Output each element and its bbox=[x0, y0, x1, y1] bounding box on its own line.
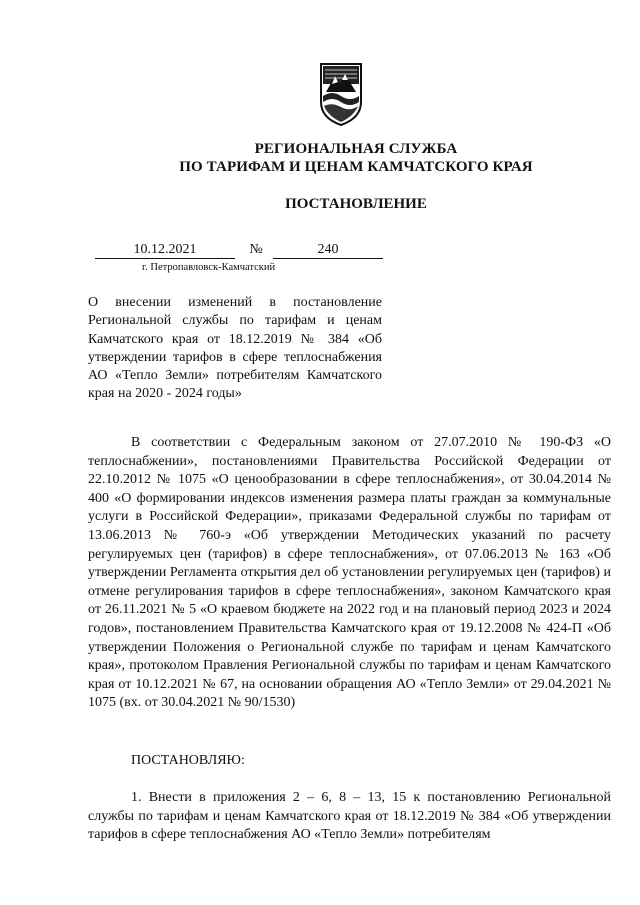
organization-name-line1: РЕГИОНАЛЬНАЯ СЛУЖБА bbox=[254, 141, 458, 157]
city-label: г. Петропавловск-Камчатский bbox=[142, 262, 276, 273]
number-sign: № bbox=[249, 242, 263, 257]
coat-of-arms-icon bbox=[318, 62, 364, 126]
document-type-title: ПОСТАНОВЛЕНИЕ bbox=[285, 196, 427, 212]
organization-name-line2: ПО ТАРИФАМ И ЦЕНАМ КАМЧАТСКОГО КРАЯ bbox=[179, 159, 533, 175]
document-subject: О внесении изменений в постановление Региональной службы по тарифам и ценам Камчатского края от 18.12.2019 № 384 «Об утверждении тарифов в сфере теплоснабжения АО «Тепло Земли» потребителям Камчатского края на 2020 - 2024 годы» bbox=[88, 295, 382, 402]
document-date: 10.12.2021 bbox=[95, 241, 235, 259]
decree-word: ПОСТАНОВЛЯЮ: bbox=[131, 753, 245, 768]
document-number: 240 bbox=[273, 241, 383, 259]
item-1-paragraph: 1. Внести в приложения 2 – 6, 8 – 13, 15 к постановлению Региональной службы по тарифам и ценам Камчатского края от 18.12.2019 № 384 «Об утверждении тарифов в сфере теплоснабжения АО «Тепло Земли» потребителям bbox=[88, 790, 611, 843]
preamble-paragraph: В соответствии с Федеральным законом от 27.07.2010 № 190-ФЗ «О теплоснабжении», постановлениями Правительства Российской Федерации от 22.10.2012 № 1075 «О ценообразовании в сфере теплоснабжения», от 30.04.2014 № 400 «О формировании индексов изменения размера платы граждан за коммунальные услуги в Российской Федерации», приказами Федеральной службы по тарифам от 13.06.2013 № 760-э «Об утверждении Методических указаний по расчету регулируемых цен (тарифов) в сфере теплоснабжения», от 07.06.2013 № 163 «Об утверждении Регламента открытия дел об установлении регулируемых цен (тарифов) и отмене регулирования тарифов в сфере теплоснабжения», законом Камчатского края от 26.11.2021 № 5 «О краевом бюджете на 2022 год и на плановый период 2023 и 2024 годов», постановлением Правительства Камчатского края от 19.12.2008 № 424-П «Об утверждении Положения о Региональной службе по тарифам и ценам Камчатского края», протоколом Правления Региональной службы по тарифам и ценам Камчатского края от 10.12.2021 № 67, на основании обращения АО «Тепло Земли» от 29.04.2021 № 1075 (вх. от 30.04.2021 № 90/1530) bbox=[88, 435, 611, 711]
